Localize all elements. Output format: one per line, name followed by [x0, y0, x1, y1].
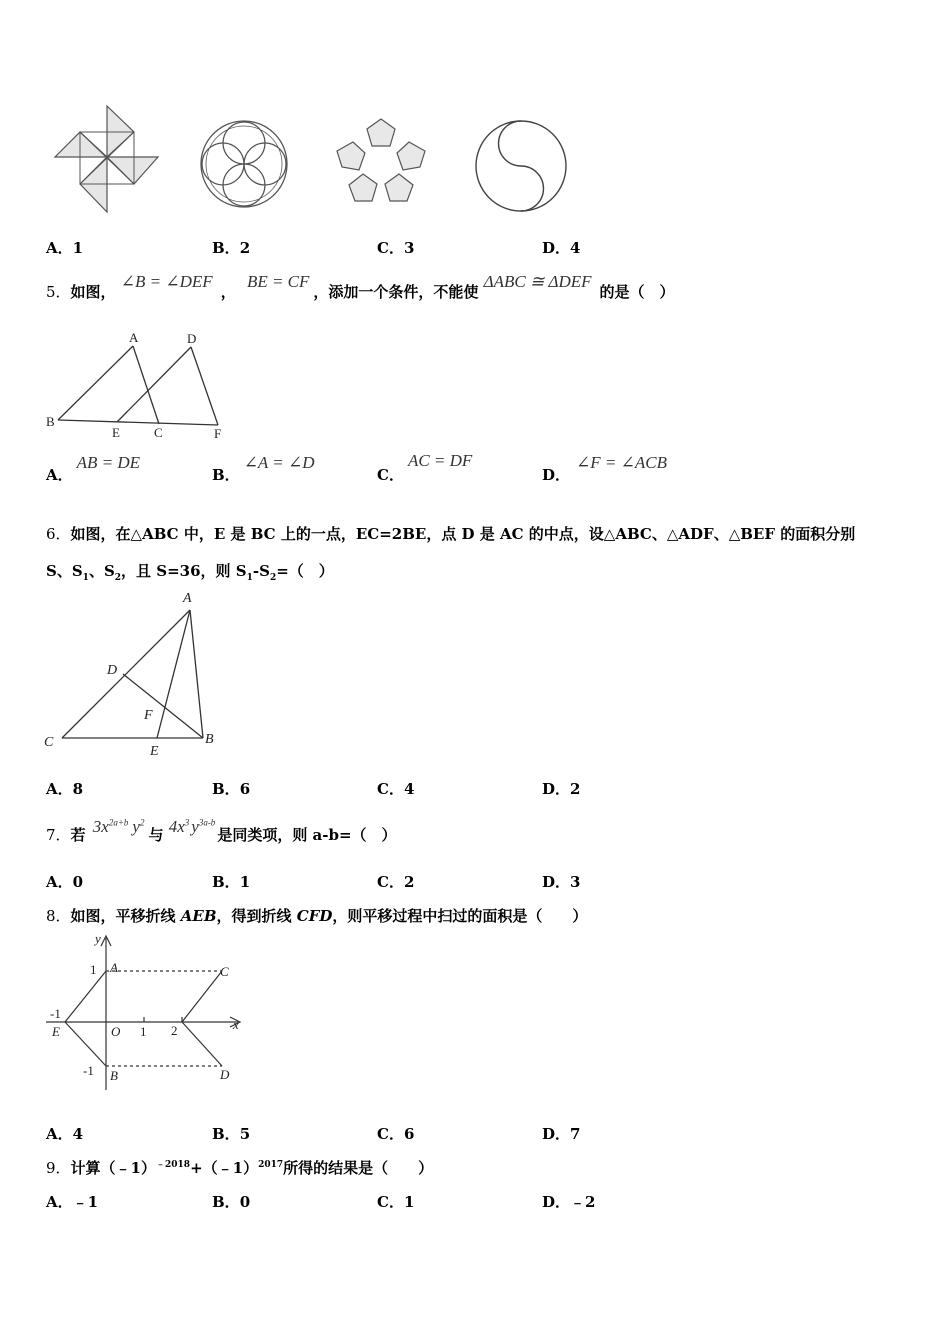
q4-option-d[interactable]: D．4	[542, 239, 581, 257]
q4-option-c[interactable]: C．3	[377, 239, 415, 257]
q6-label-b: B	[205, 732, 214, 747]
q6-stem-line2: S、$S_1$、$S_2$，且 S=36，则 $S_1-S_2=$（ ）	[46, 562, 334, 583]
q5-option-c[interactable]: C．AC = DF	[377, 451, 473, 484]
pinwheel-figure	[50, 102, 165, 217]
pentagon-flower-figure	[333, 115, 429, 207]
q5-label-d: D	[187, 331, 197, 346]
q5-label-c: C	[154, 425, 163, 440]
q8-label-e: E	[52, 1024, 60, 1039]
q8-label-d: D	[220, 1067, 230, 1082]
q6-label-d: D	[107, 663, 118, 678]
q8-label-a: A	[110, 960, 118, 975]
q8-label-one: 1	[90, 962, 97, 977]
q6-option-d[interactable]: D．2	[542, 780, 581, 798]
q8-label-tick1: 1	[140, 1024, 147, 1039]
q8-option-a[interactable]: A．4	[46, 1125, 84, 1143]
q7-option-a[interactable]: A．0	[46, 873, 84, 891]
q8-label-negone: -1	[83, 1063, 94, 1078]
q6-option-b[interactable]: B．6	[212, 780, 251, 798]
q7-option-d[interactable]: D．3	[542, 873, 581, 891]
q7-option-c[interactable]: C．2	[377, 873, 415, 891]
q9-option-c[interactable]: C．1	[377, 1193, 415, 1211]
q5-label-a: A	[129, 330, 139, 345]
q8-option-b[interactable]: B．5	[212, 1125, 251, 1143]
four-circles-figure	[197, 117, 292, 212]
q8-label-neg1: -1	[50, 1006, 61, 1021]
q5-option-d[interactable]: D．∠F = ∠ACB	[542, 453, 667, 484]
q8-label-c: C	[220, 964, 229, 979]
q8-option-c[interactable]: C．6	[377, 1125, 415, 1143]
q8-coordinate-figure	[40, 928, 250, 1093]
q8-label-y: y	[95, 931, 101, 946]
q8-label-o: O	[111, 1024, 121, 1039]
q9-stem: 9．计算（﹣1）$^{﹣2018}$+（﹣1）$^{2017}$所得的结果是（ ）	[46, 1159, 434, 1177]
q5-option-b[interactable]: B．∠A = ∠D	[212, 453, 315, 484]
q5-label-e: E	[112, 425, 120, 440]
q6-label-f: F	[144, 708, 153, 723]
q5-label-f: F	[214, 426, 222, 441]
q5-label-b: B	[46, 414, 55, 429]
taiji-figure	[472, 117, 570, 215]
q6-label-a: A	[183, 591, 192, 606]
q8-stem: 8．如图，平移折线 AEB，得到折线 CFD，则平移过程中扫过的面积是（ ）	[46, 907, 588, 925]
q8-label-b: B	[110, 1068, 118, 1083]
q6-label-c: C	[44, 735, 54, 750]
q8-label-two: 2	[171, 1023, 178, 1038]
q9-option-b[interactable]: B．0	[212, 1193, 251, 1211]
q6-stem-line1: 6．如图，在△ABC 中，E 是 BC 上的一点，EC=2BE，点 D 是 AC 的中点，设△ABC、△ADF、△BEF 的面积分别	[46, 525, 856, 543]
q8-label-x: x	[233, 1017, 239, 1032]
q6-option-c[interactable]: C．4	[377, 780, 415, 798]
q8-option-d[interactable]: D．7	[542, 1125, 581, 1143]
q4-option-a[interactable]: A．1	[46, 239, 84, 257]
q7-stem: 7．若 $3x^{2a+b}$ $y^2$与 $4x^3$ $y^{3a-b}$是同类项，则 a-b=（ ）	[46, 817, 397, 844]
q5-figure	[44, 328, 234, 444]
q9-option-a[interactable]: A．﹣1	[46, 1193, 99, 1211]
q6-option-a[interactable]: A．8	[46, 780, 84, 798]
q5-stem: 5．如图， ∠B = ∠DEF， BE = CF，添加一个条件，不能使 ΔABC ≅ ΔDEF的是（ ）	[46, 272, 675, 301]
q5-option-a[interactable]: A．AB = DE	[46, 453, 141, 484]
q9-option-d[interactable]: D．﹣2	[542, 1193, 596, 1211]
q7-option-b[interactable]: B．1	[212, 873, 251, 891]
q6-figure	[40, 585, 230, 765]
q4-option-b[interactable]: B．2	[212, 239, 251, 257]
q6-label-e: E	[150, 744, 159, 759]
